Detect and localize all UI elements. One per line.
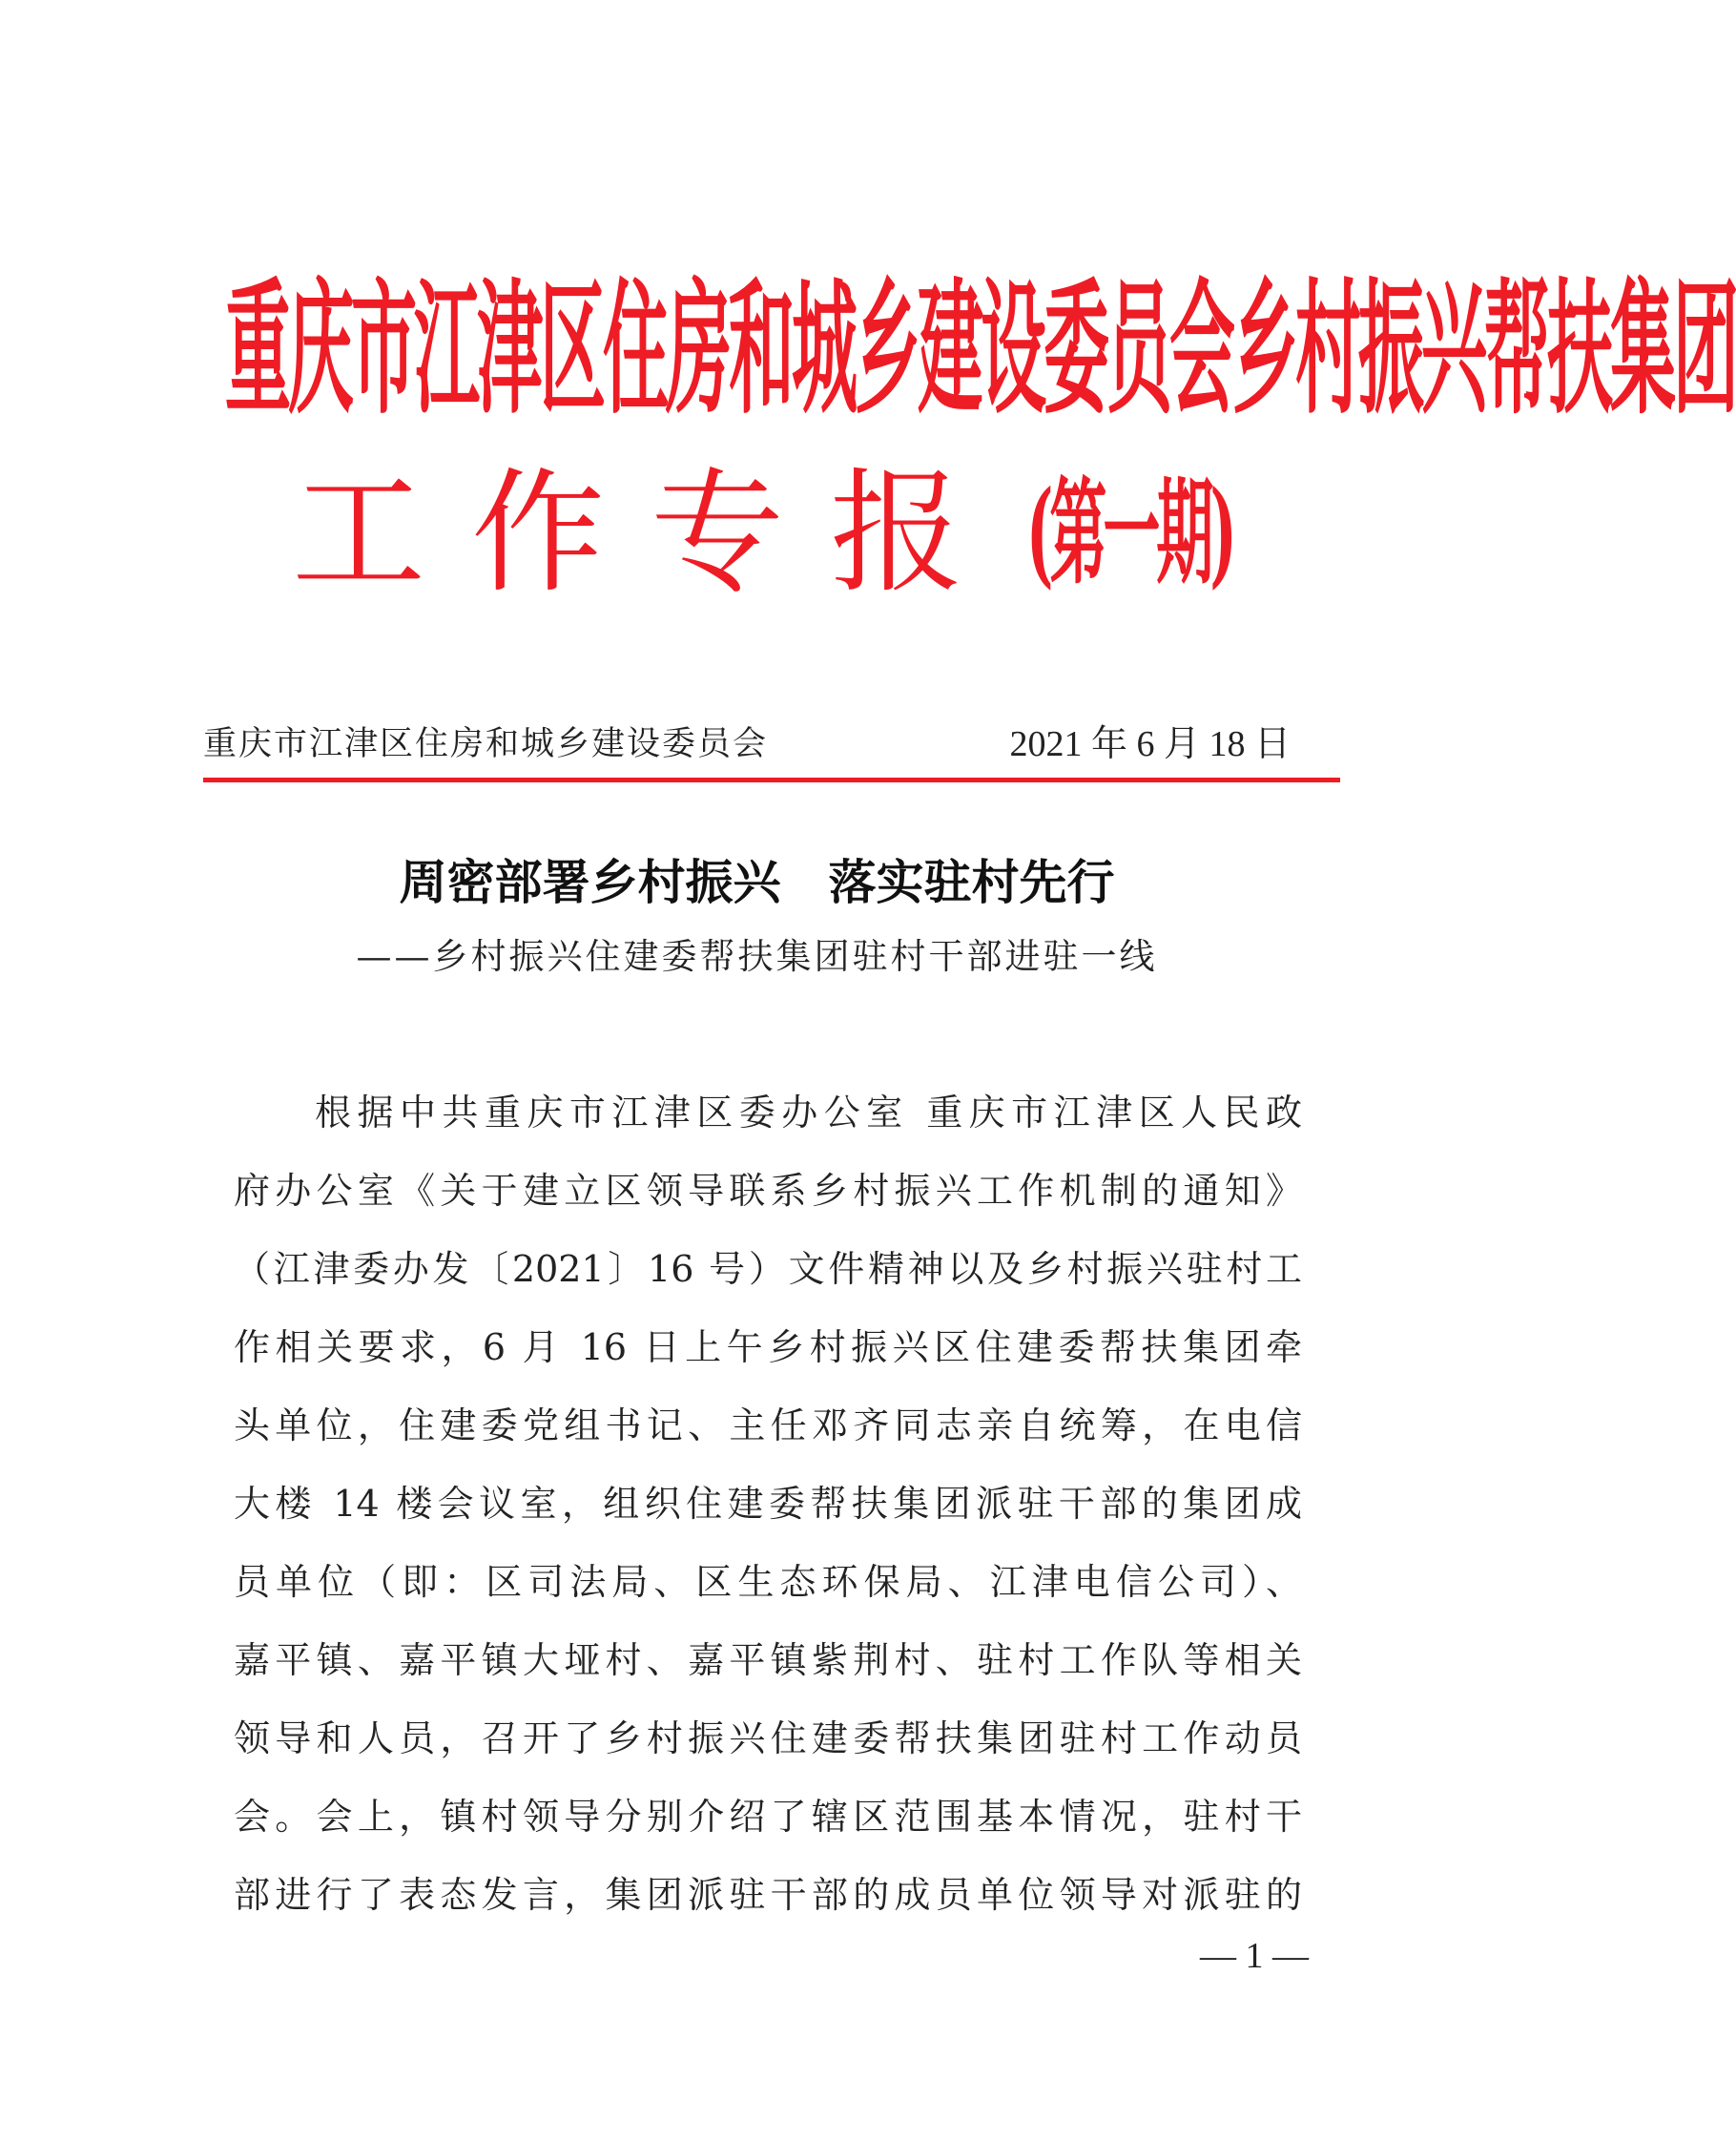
body-line: 领导和人员，召开了乡村振兴住建委帮扶集团驻村工作动员: [234, 1717, 1302, 1759]
body-line: 员单位（即：区司法局、区生态环保局、江津电信公司）、: [234, 1561, 1302, 1603]
body-line: 部进行了表态发言，集团派驻干部的成员单位领导对派驻的: [234, 1874, 1302, 1916]
red-divider-rule: [203, 778, 1340, 782]
body-line: 大楼 14 楼会议室，组织住建委帮扶集团派驻干部的集团成: [234, 1483, 1302, 1525]
body-line: （江津委办发〔2021〕16 号）文件精神以及乡村振兴驻村工: [234, 1248, 1302, 1290]
body-line: 根据中共重庆市江津区委办公室 重庆市江津区人民政: [315, 1092, 1302, 1133]
masthead-title-row: [292, 448, 1255, 620]
body-line: 府办公室《关于建立区领导联系乡村振兴工作机制的通知》: [234, 1170, 1302, 1212]
masthead-issue-number: (第一期): [1026, 468, 1233, 601]
masthead-title: 工作专报: [292, 456, 1010, 612]
body-line: 会。会上，镇村领导分别介绍了辖区范围基本情况，驻村干: [234, 1796, 1302, 1838]
masthead-organization: 重庆市江津区住房和城乡建设委员会乡村振兴帮扶集团: [225, 264, 1736, 435]
issuer-name: 重庆市江津区住房和城乡建设委员会: [203, 725, 769, 763]
issuer-line: [203, 716, 1310, 773]
body-line: 嘉平镇、嘉平镇大垭村、嘉平镇紫荆村、驻村工作队等相关: [234, 1639, 1302, 1681]
body-line: 头单位，住建委党组书记、主任邓齐同志亲自统筹，在电信: [234, 1404, 1302, 1446]
article-body: [234, 1073, 1302, 1934]
article-subtitle: ——乡村振兴住建委帮扶集团驻村干部进驻一线: [356, 936, 1158, 977]
body-line: 作相关要求，6 月 16 日上午乡村振兴区住建委帮扶集团牵: [234, 1326, 1302, 1368]
issue-date: 2021 年 6 月 18 日: [1009, 724, 1291, 764]
page-number: — 1 —: [1200, 1936, 1309, 1976]
article-title: 周密部署乡村振兴 落实驻村先行: [399, 854, 1115, 910]
